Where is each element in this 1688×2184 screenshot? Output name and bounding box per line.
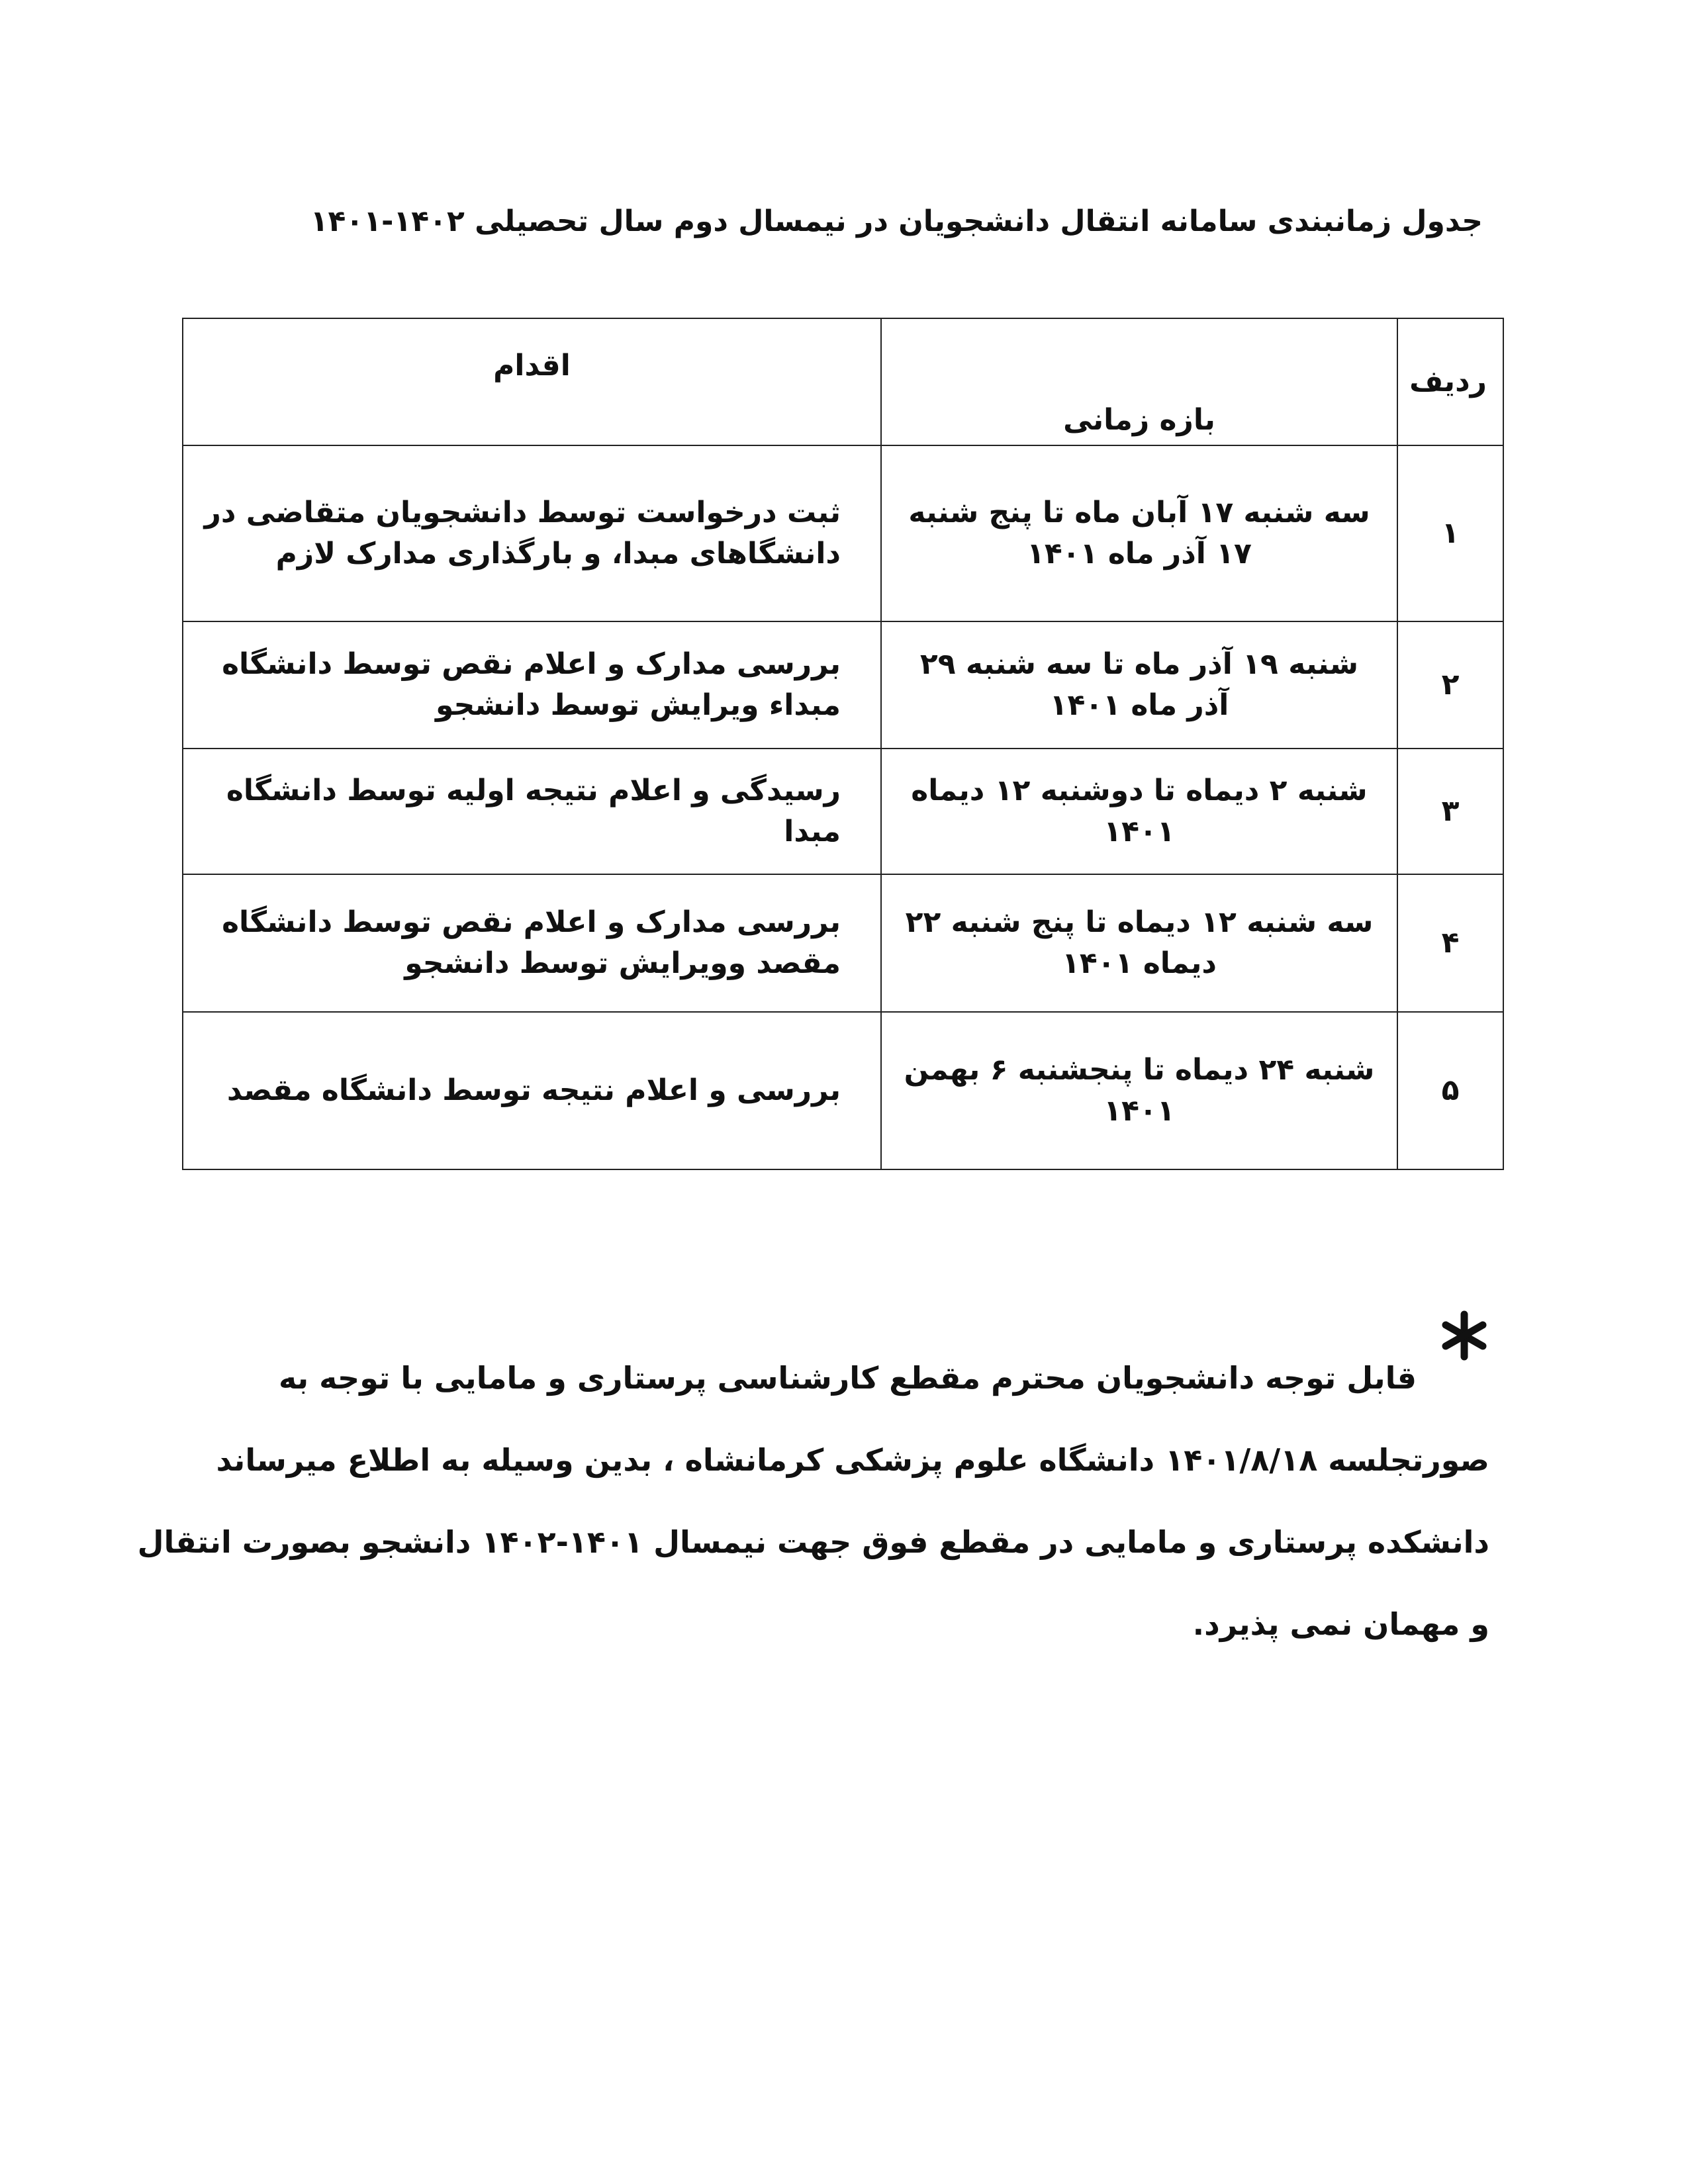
period-cell: شنبه ۱۹ آذر ماه تا سه شنبه ۲۹ آذر ماه ۱۴۰۱ xyxy=(881,621,1397,749)
notice-line: دانشکده پرستاری و مامایی در مقطع فوق جهت نیمسال ۱۴۰۱-۱۴۰۲ دانشجو بصورت انتقال xyxy=(137,1524,1489,1560)
header-action: اقدام xyxy=(183,318,881,445)
action-cell: ثبت درخواست توسط دانشجویان متقاضی در دانشگاهای مبدا، و بارگذاری مدارک لازم xyxy=(183,445,881,621)
row-number-cell: ۳ xyxy=(1397,749,1503,874)
table-header-row xyxy=(183,318,1503,445)
table-row xyxy=(183,1012,1503,1169)
notice-line: صورتجلسه ۱۴۰۱/۸/۱۸ دانشگاه علوم پزشکی کرمانشاه ، بدین وسیله به اطلاع میرساند xyxy=(216,1442,1489,1478)
action-cell: بررسی مدارک و اعلام نقص توسط دانشگاه مبداء ویرایش توسط دانشجو xyxy=(183,621,881,749)
action-cell: رسیدگی و اعلام نتیجه اولیه توسط دانشگاه مبدا xyxy=(183,749,881,874)
header-period: بازه زمانی xyxy=(881,318,1397,445)
period-cell: شنبه ۲ دیماه تا دوشنبه ۱۲ دیماه ۱۴۰۱ xyxy=(881,749,1397,874)
action-cell: بررسی مدارک و اعلام نقص توسط دانشگاه مقصد وویرایش توسط دانشجو xyxy=(183,874,881,1012)
row-number-cell: ۲ xyxy=(1397,621,1503,749)
asterisk-icon xyxy=(1438,1309,1491,1362)
row-number-cell: ۵ xyxy=(1397,1012,1503,1169)
page-title: جدول زمانبندی سامانه انتقال دانشجویان در نیمسال دوم سال تحصیلی ۱۴۰۲-۱۴۰۱ xyxy=(310,205,1483,238)
table-row xyxy=(183,621,1503,749)
period-cell: سه شنبه ۱۲ دیماه تا پنج شنبه ۲۲ دیماه ۱۴۰۱ xyxy=(881,874,1397,1012)
header-row-number: ردیف xyxy=(1397,318,1503,445)
notice-paragraph xyxy=(137,1337,1489,1665)
table-row xyxy=(183,874,1503,1012)
schedule-table xyxy=(182,318,1504,1170)
period-cell: شنبه ۲۴ دیماه تا پنجشنبه ۶ بهمن ۱۴۰۱ xyxy=(881,1012,1397,1169)
table-row xyxy=(183,749,1503,874)
row-number-cell: ۱ xyxy=(1397,445,1503,621)
table-row xyxy=(183,445,1503,621)
period-cell: سه شنبه ۱۷ آبان ماه تا پنج شنبه ۱۷ آذر ماه ۱۴۰۱ xyxy=(881,445,1397,621)
notice-line: و مهمان نمی پذیرد. xyxy=(1192,1606,1489,1642)
notice-line: قابل توجه دانشجویان محترم مقطع کارشناسی پرستاری و مامایی با توجه به xyxy=(278,1360,1417,1396)
action-cell: بررسی و اعلام نتیجه توسط دانشگاه مقصد xyxy=(183,1012,881,1169)
row-number-cell: ۴ xyxy=(1397,874,1503,1012)
